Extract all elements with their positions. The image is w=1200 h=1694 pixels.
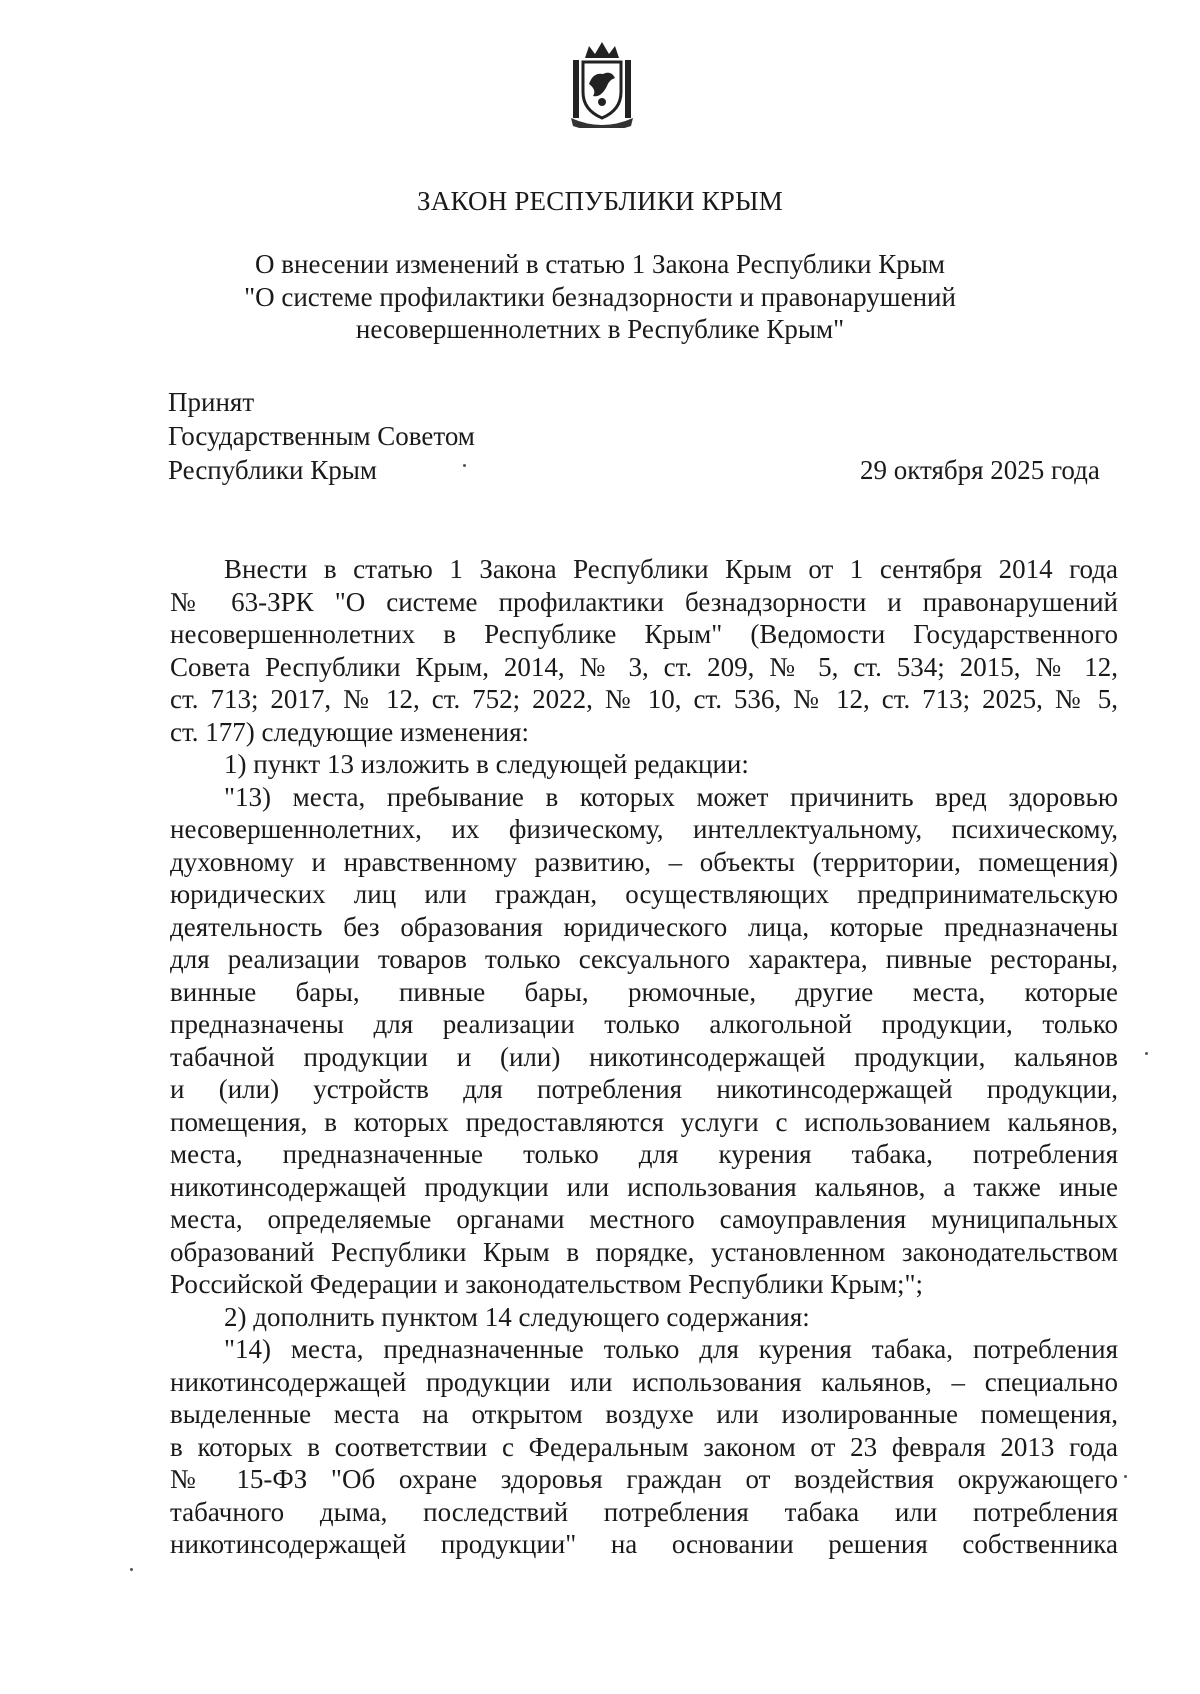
text-line: выделенные места на открытом воздухе или изолированные помещения, [170, 1399, 1118, 1429]
text-line: духовному и нравственному развитию, – объекты (территории, помещения) [170, 846, 1118, 877]
adoption-block [168, 385, 475, 487]
text-line: никотинсодержащей продукции" на основании решения собственника [170, 1529, 1118, 1559]
subtitle-line: О внесении изменений в статью 1 Закона Республики Крым [255, 249, 945, 279]
text-line: несовершеннолетних в Республике Крым" (Ведомости Государственного [170, 619, 1118, 649]
item-2-heading: 2) дополнить пунктом 14 следующего содержания: [224, 1301, 810, 1332]
text-line: в которых в соответствии с Федеральным законом от 23 февраля 2013 года [170, 1431, 1118, 1462]
paragraph-amendment-intro [170, 553, 1118, 748]
item-1-heading: 1) пункт 13 изложить в следующей редакции: [224, 749, 749, 779]
text-line: Российской Федерации и законодательством Республики Крым;"; [170, 1269, 924, 1299]
text-line: места, определяемые органами местного самоуправления муниципальных [170, 1204, 1118, 1234]
text-line: юридических лиц или граждан, осуществляющих предпринимательскую [170, 879, 1118, 909]
item-1-text [170, 781, 1118, 1301]
scan-speck [463, 464, 466, 467]
adoption-line: Республики Крым [168, 455, 377, 485]
document-body [170, 553, 1118, 1561]
text-line: помещения, в которых предоставляются услуги с использованием кальянов, [170, 1106, 1118, 1137]
text-line: несовершеннолетних, их физическому, интеллектуальному, психическому, [170, 814, 1118, 844]
document-title: ЗАКОН РЕСПУБЛИКИ КРЫМ [417, 186, 783, 216]
scan-speck [130, 1568, 133, 1571]
text-line: предназначены для реализации только алкогольной продукции, только [170, 1009, 1118, 1039]
text-line: № 15-ФЗ "Об охране здоровья граждан от воздействия окружающего [170, 1464, 1118, 1494]
text-line: места, предназначенные только для курения табака, потребления [170, 1139, 1118, 1169]
document-subtitle [230, 248, 970, 346]
text-line: никотинсодержащей продукции или использования кальянов, а также иные [170, 1171, 1118, 1202]
text-line: деятельность без образования юридического лица, которые предназначены [170, 911, 1118, 942]
adoption-date: 29 октября 2025 года [860, 455, 1100, 485]
adoption-line: Государственным Советом [168, 421, 475, 451]
crimea-coat-of-arms-icon [571, 40, 633, 128]
scan-speck [1124, 1475, 1127, 1478]
text-line: табачной продукции и (или) никотинсодержащей продукции, кальянов [170, 1041, 1118, 1072]
text-line: для реализации товаров только сексуального характера, пивные рестораны, [170, 944, 1118, 974]
text-line: образований Республики Крым в порядке, установленном законодательством [170, 1236, 1118, 1267]
adoption-line: Принят [168, 387, 255, 417]
text-line: ст. 177) следующие изменения: [170, 716, 530, 747]
text-line: № 63-ЗРК "О системе профилактики безнадзорности и правонарушений [170, 586, 1118, 617]
scan-speck [1145, 1052, 1148, 1055]
subtitle-line: "О системе профилактики безнадзорности и правонарушений [244, 281, 956, 312]
text-line: никотинсодержащей продукции или использования кальянов, – специально [170, 1366, 1118, 1397]
text-line: "14) места, предназначенные только для курения табака, потребления [224, 1334, 1118, 1364]
text-line: "13) места, пребывание в которых может причинить вред здоровью [224, 781, 1118, 812]
text-line: ст. 713; 2017, № 12, ст. 752; 2022, № 10, ст. 536, № 12, ст. 713; 2025, № 5, [170, 684, 1118, 714]
subtitle-line: несовершеннолетних в Республике Крым" [355, 314, 845, 344]
text-line: Внести в статью 1 Закона Республики Крым от 1 сентября 2014 года [224, 554, 1118, 584]
text-line: Совета Республики Крым, 2014, № 3, ст. 209, № 5, ст. 534; 2015, № 12, [170, 651, 1118, 682]
text-line: и (или) устройств для потребления никотинсодержащей продукции, [170, 1074, 1118, 1104]
item-2-text [170, 1333, 1118, 1561]
text-line: табачного дыма, последствий потребления табака или потребления [170, 1496, 1118, 1527]
text-line: винные бары, пивные бары, рюмочные, другие места, которые [170, 976, 1118, 1007]
